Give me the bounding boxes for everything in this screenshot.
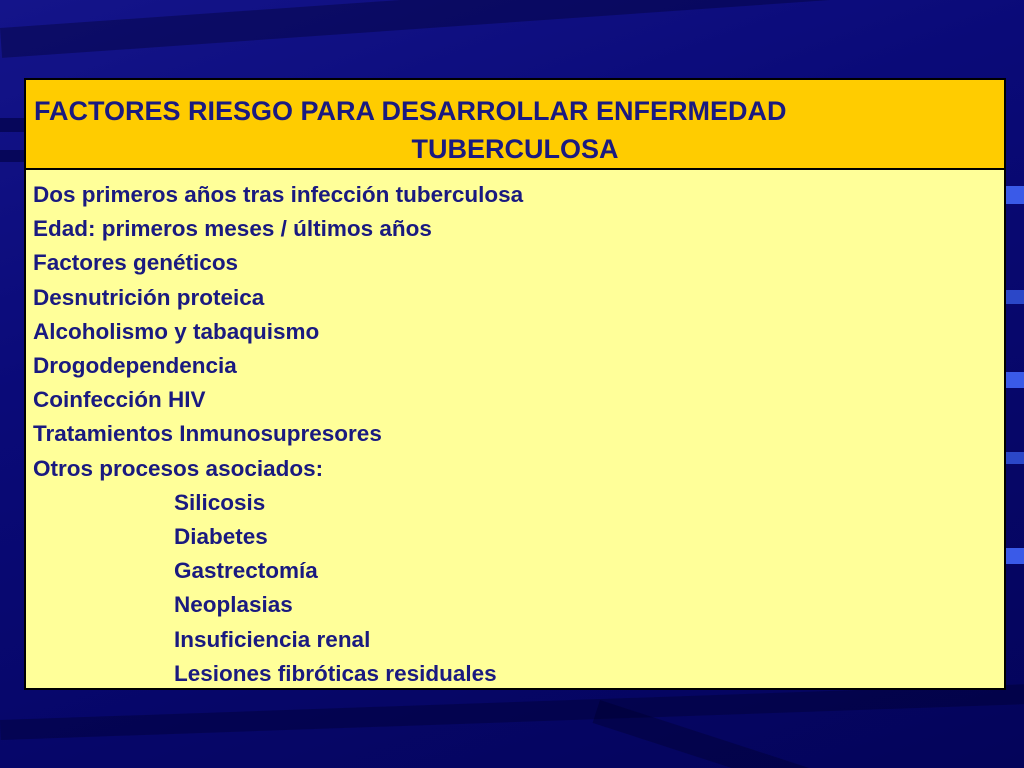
decorative-edge-mark: [1006, 290, 1024, 304]
sub-list-item: Silicosis: [174, 489, 266, 515]
table-header: [26, 80, 1004, 170]
list-item: Edad: primeros meses / últimos años: [33, 216, 432, 242]
sub-list-item: Gastrectomía: [174, 558, 318, 584]
sub-list-item: Insuficiencia renal: [174, 626, 371, 652]
list-item: Desnutrición proteica: [33, 284, 265, 310]
list-item: Tratamientos Inmunosupresores: [33, 421, 382, 447]
list-item: Factores genéticos: [33, 250, 239, 276]
page-title-line-2: TUBERCULOSA: [411, 134, 619, 164]
sub-list-item: Diabetes: [174, 524, 268, 550]
table-body: [26, 170, 1004, 691]
background-stripe: [0, 0, 1024, 58]
decorative-edge-mark: [1006, 372, 1024, 388]
decorative-edge-mark: [1006, 452, 1024, 464]
list-item: Coinfección HIV: [33, 387, 206, 413]
risk-factors-table: [24, 78, 1006, 690]
decorative-edge-mark: [1006, 186, 1024, 204]
page-title-line-1: FACTORES RIESGO PARA DESARROLLAR ENFERMEDAD: [34, 96, 787, 126]
decorative-edge-mark: [1006, 548, 1024, 564]
sub-list-item: Lesiones fibróticas residuales: [174, 660, 497, 686]
list-item-heading: Otros procesos asociados:: [33, 455, 324, 481]
list-item: Dos primeros años tras infección tuberculosa: [33, 182, 524, 207]
list-item: Alcoholismo y tabaquismo: [33, 318, 320, 344]
sub-list-item: Neoplasias: [174, 592, 293, 618]
list-item: Drogodependencia: [33, 353, 237, 379]
